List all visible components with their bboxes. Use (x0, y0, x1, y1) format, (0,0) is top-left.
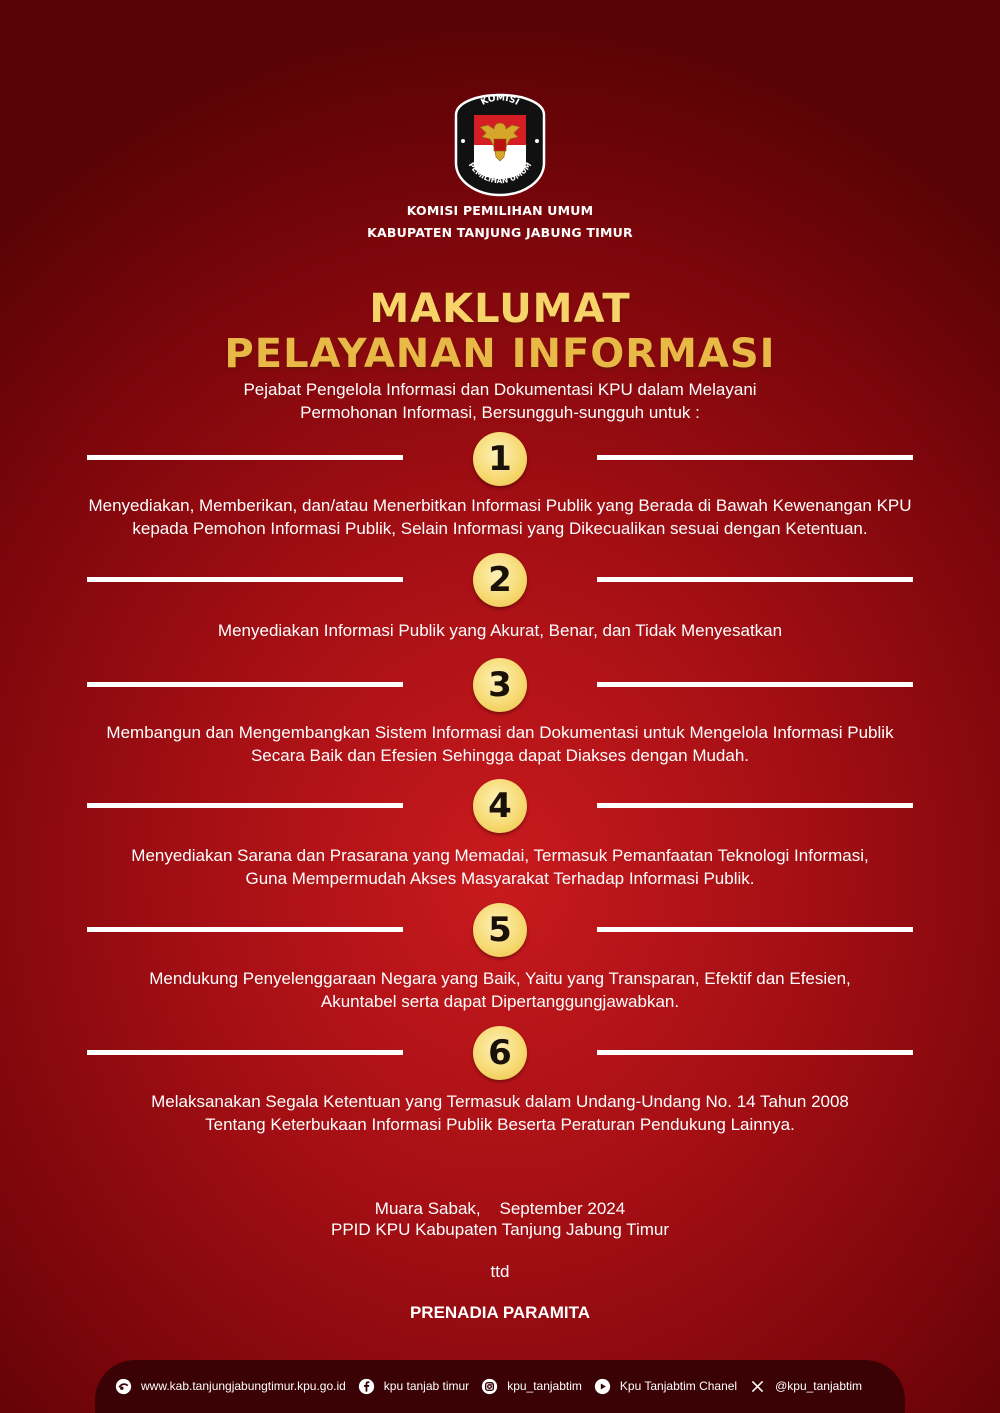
divider-left-5 (87, 927, 403, 932)
item-text-3 (40, 722, 960, 767)
item-2-line1: Menyediakan Informasi Publik yang Akurat, Benar, dan Tidak Menyesatkan (217, 621, 783, 640)
divider-right-3 (597, 682, 913, 687)
intro-text (0, 379, 1000, 424)
divider-right-1 (597, 455, 913, 460)
item-4-line2: Guna Mempermudah Akses Masyarakat Terhadap Informasi Publik. (245, 868, 755, 888)
item-number-5: 5 (473, 903, 527, 957)
sign-place-date: Muara Sabak, September 2024 (374, 1199, 626, 1218)
divider-left-4 (87, 803, 403, 808)
divider-right-6 (597, 1050, 913, 1055)
item-text-6 (40, 1091, 960, 1136)
sign-office: PPID KPU Kabupaten Tanjung Jabung Timur (330, 1220, 669, 1239)
item-4-line1: Menyediakan Sarana dan Prasarana yang Memadai, Termasuk Pemanfaatan Teknologi Informasi, (131, 846, 869, 865)
item-text-1 (40, 495, 960, 540)
footer-facebook[interactable] (358, 1378, 469, 1395)
divider-right-2 (597, 577, 913, 582)
x-icon (749, 1378, 766, 1395)
item-text-5 (40, 968, 960, 1013)
footer-x-text: @kpu_tanjabtim (775, 1379, 862, 1393)
item-5-line1: Mendukung Penyelenggaraan Negara yang Baik, Yaitu yang Transparan, Efektif dan Efesien, (149, 969, 851, 988)
sign-name: PRENADIA PARAMITA (409, 1303, 591, 1322)
divider-right-4 (597, 803, 913, 808)
item-5-line2: Akuntabel serta dapat Dipertanggungjawabkan. (320, 991, 680, 1011)
intro-line2: Permohonan Informasi, Bersungguh-sungguh untuk : (300, 402, 700, 422)
item-1-line1: Menyediakan, Memberikan, dan/atau Menerbitkan Informasi Publik yang Berada di Bawah Kewenangan KPU (88, 496, 912, 515)
divider-left-6 (87, 1050, 403, 1055)
footer-website[interactable] (115, 1378, 346, 1395)
item-text-4 (40, 845, 960, 890)
logo-text-bottom: PEMILIHAN UMUM (466, 160, 534, 186)
item-number-2: 2 (473, 553, 527, 607)
footer-youtube-text: Kpu Tanjabtim Chanel (619, 1379, 738, 1393)
footer-youtube[interactable] (594, 1378, 737, 1395)
facebook-icon (358, 1378, 375, 1395)
sign-ttd: ttd (490, 1262, 510, 1281)
footer-links (115, 1375, 895, 1397)
org-name-line2: KABUPATEN TANJUNG JABUNG TIMUR (367, 225, 633, 240)
item-number-4: 4 (473, 779, 527, 833)
divider-left-3 (87, 682, 403, 687)
footer-facebook-text: kpu tanjab timur (383, 1379, 470, 1393)
item-6-line1: Melaksanakan Segala Ketentuan yang Termasuk dalam Undang-Undang No. 14 Tahun 2008 (151, 1092, 849, 1111)
item-1-line2: kepada Pemohon Informasi Publik, Selain Informasi yang Dikecualikan sesuai dengan Ketentuan. (132, 518, 868, 538)
item-number-6: 6 (473, 1026, 527, 1080)
org-name-line1: KOMISI PEMILIHAN UMUM (406, 203, 594, 218)
kpu-logo (454, 93, 546, 197)
globe-icon (115, 1378, 132, 1395)
footer-instagram-text: kpu_tanjabtim (507, 1379, 582, 1393)
item-text-2 (40, 620, 960, 643)
item-number-3: 3 (473, 658, 527, 712)
footer-x[interactable] (749, 1378, 862, 1395)
youtube-icon (594, 1378, 611, 1395)
intro-line1: Pejabat Pengelola Informasi dan Dokumentasi KPU dalam Melayani (243, 380, 757, 399)
footer-website-text: www.kab.tanjungjabungtimur.kpu.go.id (141, 1379, 346, 1393)
item-6-line2: Tentang Keterbukaan Informasi Publik Beserta Peraturan Pendukung Lainnya. (205, 1114, 795, 1134)
title-line2: PELAYANAN INFORMASI (224, 331, 776, 377)
divider-left-1 (87, 455, 403, 460)
divider-left-2 (87, 577, 403, 582)
footer-instagram[interactable] (481, 1378, 582, 1395)
logo-text-top: KOMISI (479, 93, 521, 108)
item-number-1: 1 (473, 432, 527, 486)
divider-right-5 (597, 927, 913, 932)
item-3-line1: Membangun dan Mengembangkan Sistem Informasi dan Dokumentasi untuk Mengelola Informasi Publik (106, 723, 894, 742)
item-3-line2: Secara Baik dan Efesien Sehingga dapat Diakses dengan Mudah. (250, 745, 750, 765)
title-line1: MAKLUMAT (369, 286, 631, 332)
instagram-icon (481, 1378, 498, 1395)
